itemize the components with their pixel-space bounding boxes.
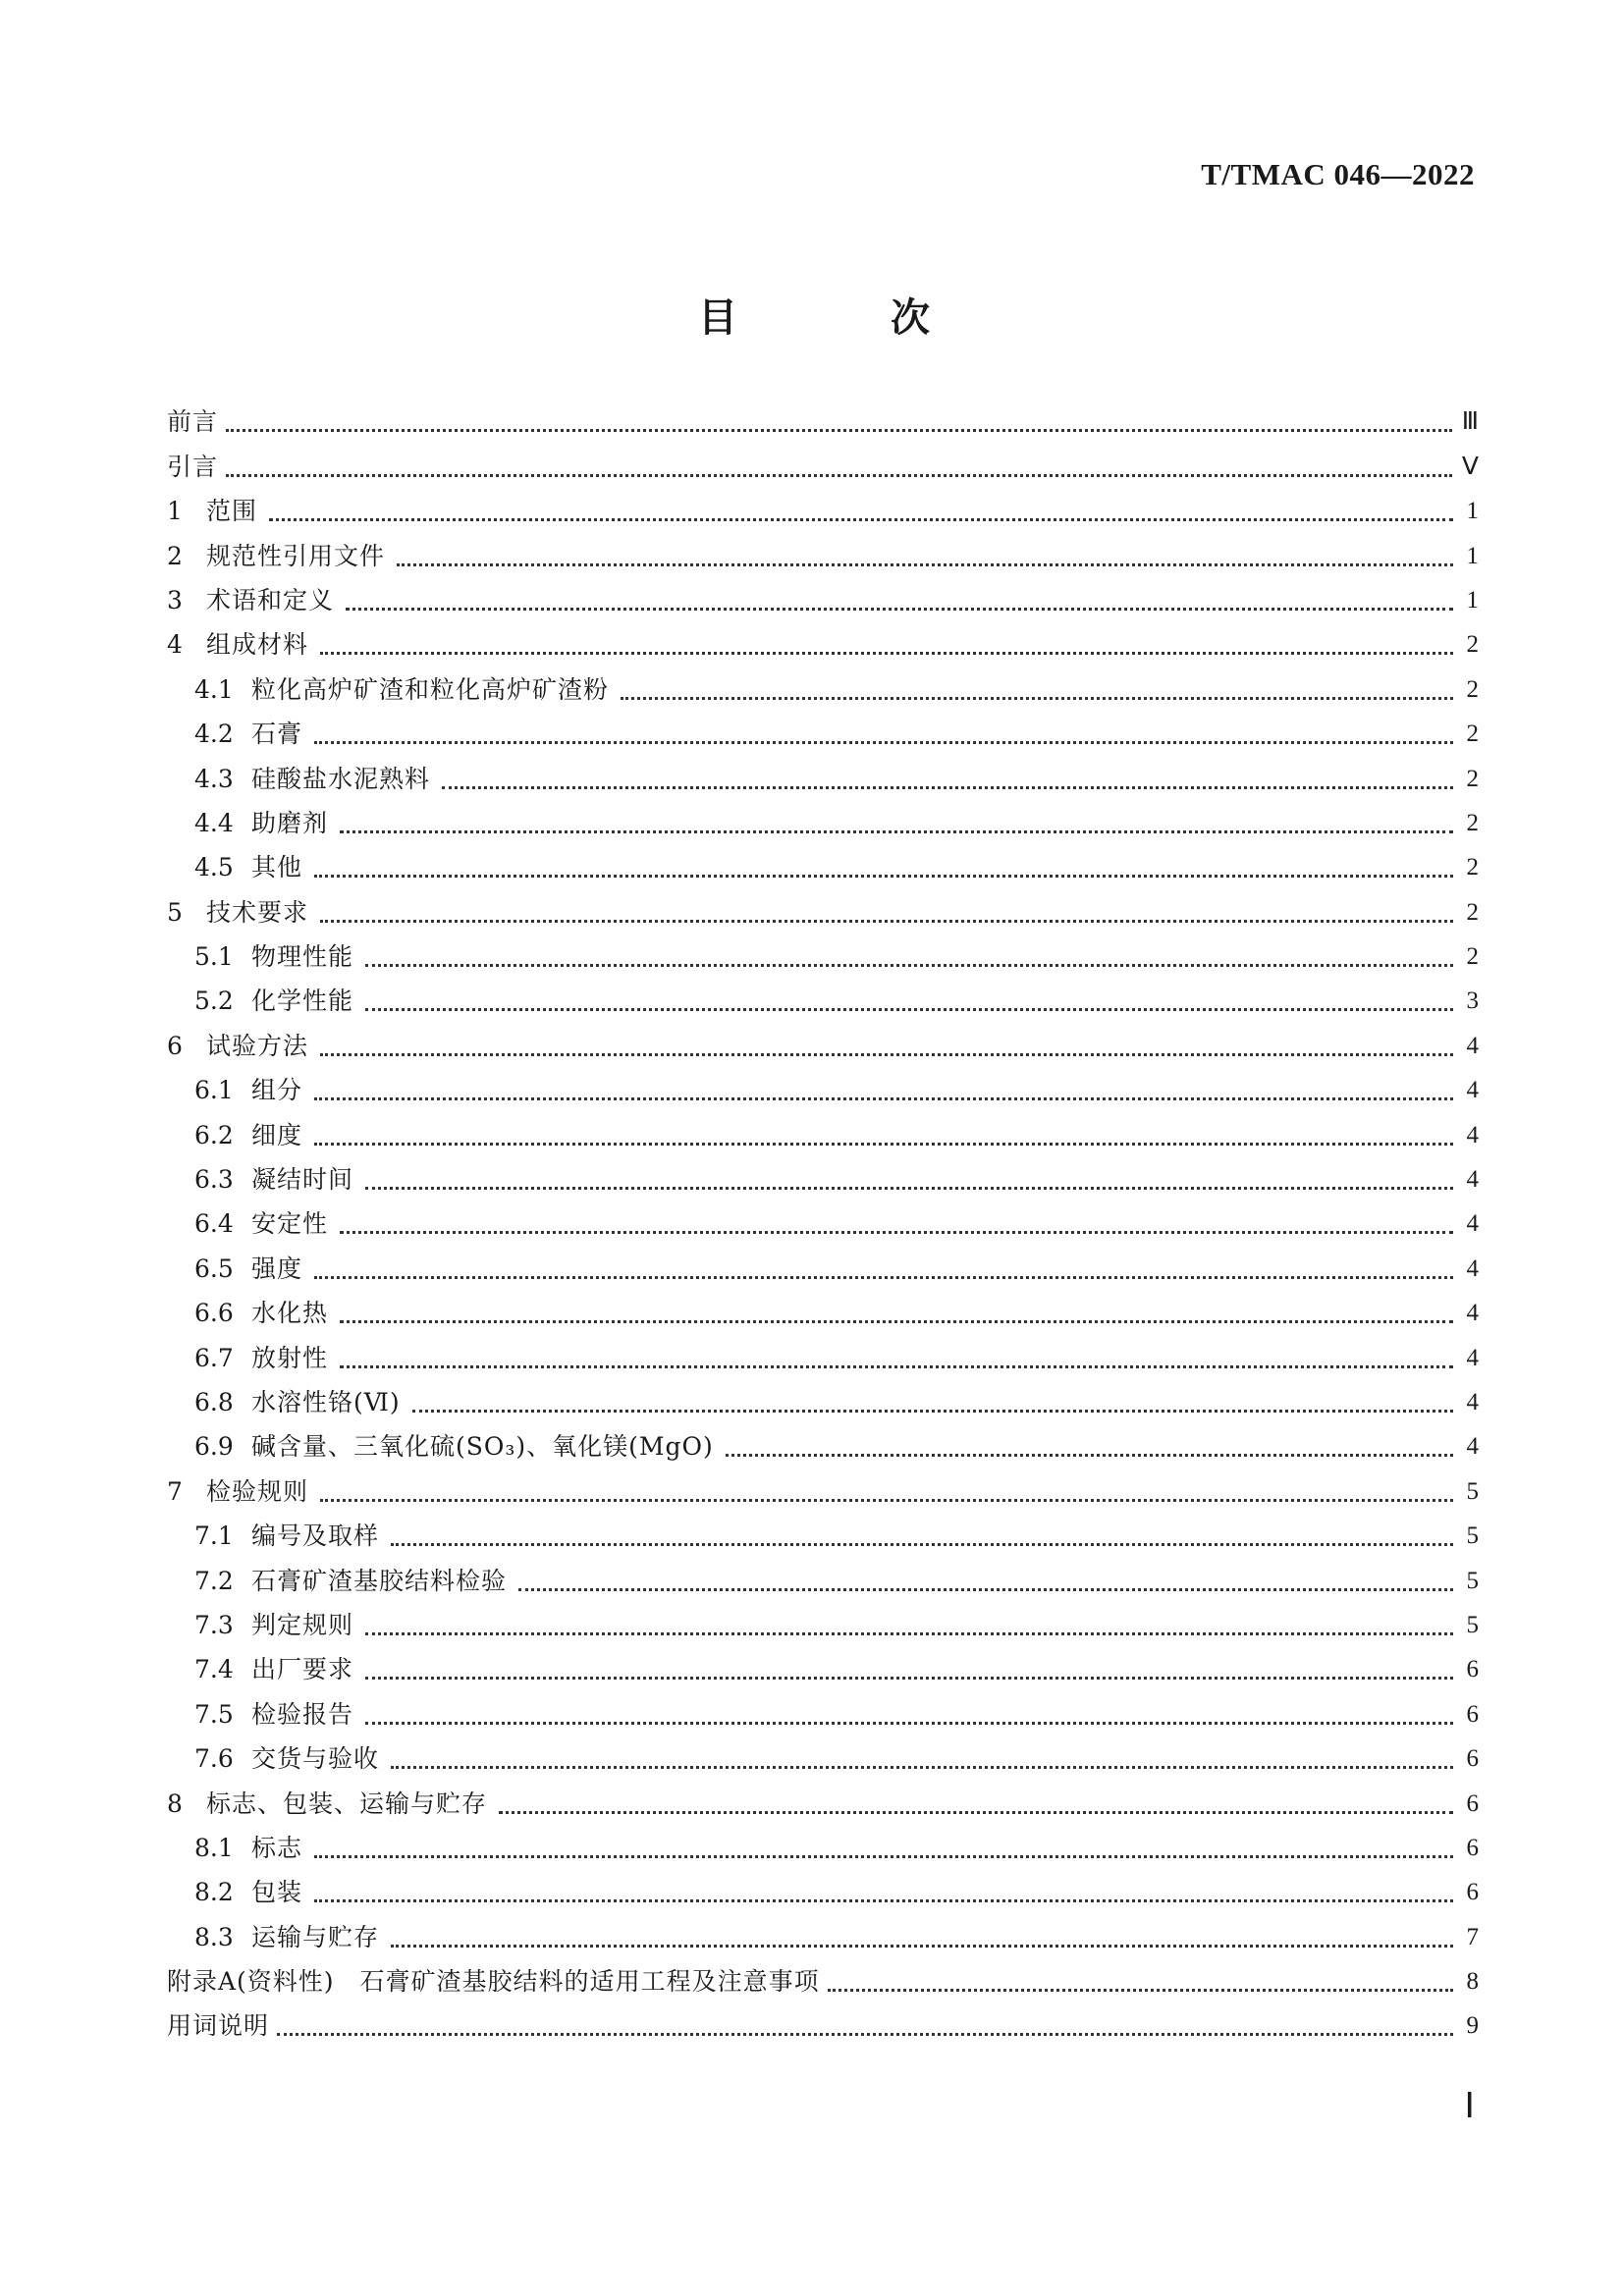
toc-entry[interactable]: [167, 712, 1479, 756]
toc-entry-label: 硅酸盐水泥熟料: [251, 764, 431, 793]
toc-entry[interactable]: [167, 1826, 1479, 1870]
toc-dot-leader: [340, 1319, 1453, 1323]
toc-dot-leader: [726, 1453, 1453, 1457]
toc-entry[interactable]: [167, 1246, 1479, 1290]
toc-entry-label: 引言: [167, 452, 219, 481]
toc-dot-leader: [269, 517, 1453, 521]
toc-entry-number: 4.5: [194, 853, 234, 882]
toc-dot-leader: [226, 473, 1452, 477]
toc-entry-page: 1: [1466, 542, 1479, 569]
toc-dot-leader: [226, 428, 1452, 432]
toc-entry-label: 强度: [251, 1254, 303, 1283]
toc-entry-number: 6.2: [194, 1120, 234, 1149]
toc-entry-label: 水化热: [251, 1299, 329, 1328]
page-number: Ⅰ: [1464, 2086, 1475, 2125]
toc-entry-number: 4.4: [194, 808, 234, 837]
toc-entry-number: 6.7: [194, 1343, 234, 1372]
toc-entry-page: 7: [1466, 1923, 1479, 1950]
toc-entry-page: 5: [1466, 1477, 1479, 1505]
toc-entry-label: 组成材料: [206, 630, 309, 660]
toc-entry-page: 2: [1466, 898, 1479, 926]
toc-entry-number: 2: [167, 541, 183, 570]
toc-dot-leader: [314, 1854, 1453, 1858]
toc-entry-page: 5: [1466, 1567, 1479, 1594]
toc-dot-leader: [320, 651, 1453, 655]
toc-dot-leader: [499, 1810, 1453, 1814]
toc-entry-page: 6: [1466, 1700, 1479, 1728]
toc-entry-label: 助磨剂: [251, 808, 329, 837]
toc-dot-leader: [320, 1498, 1453, 1502]
toc-entry[interactable]: [167, 1157, 1479, 1201]
toc-entry[interactable]: [167, 1112, 1479, 1156]
toc-entry-page: 8: [1466, 1968, 1479, 1996]
toc-dot-leader: [365, 1186, 1453, 1190]
toc-entry-label: 前言: [167, 407, 219, 437]
toc-entry-label: 检验规则: [206, 1476, 309, 1506]
toc-entry[interactable]: [167, 1201, 1479, 1246]
toc-entry-label: 技术要求: [206, 897, 309, 927]
toc-entry-number: 3: [167, 585, 183, 614]
toc-dot-leader: [320, 919, 1453, 923]
toc-entry-label: 检验报告: [251, 1699, 354, 1729]
toc-entry-number: 4.3: [194, 764, 234, 793]
toc-entry-label: 细度: [251, 1120, 303, 1149]
toc-entry-page: Ⅴ: [1461, 453, 1479, 480]
toc-dot-leader: [340, 1364, 1453, 1368]
toc-entry[interactable]: [167, 979, 1479, 1023]
toc-entry-label: 出厂要求: [251, 1655, 354, 1684]
toc-entry[interactable]: [167, 1736, 1479, 1781]
toc-entry[interactable]: [167, 1514, 1479, 1558]
document-code: T/TMAC 046—2022: [1201, 157, 1475, 191]
toc-entry[interactable]: [167, 1468, 1479, 1513]
toc-entry[interactable]: [167, 1558, 1479, 1602]
toc-entry-number: 6: [167, 1031, 183, 1060]
toc-entry[interactable]: [167, 1380, 1479, 1424]
toc-entry[interactable]: [167, 1691, 1479, 1735]
toc-entry-page: Ⅲ: [1461, 408, 1479, 436]
toc-entry-label: 标志: [251, 1833, 303, 1862]
toc-entry-label: 运输与贮存: [251, 1922, 380, 1951]
toc-dot-leader: [314, 1898, 1453, 1902]
toc-entry-number: 7.3: [194, 1610, 234, 1639]
toc-entry[interactable]: [167, 756, 1479, 800]
toc-entry[interactable]: [167, 1424, 1479, 1468]
toc-dot-leader: [277, 2032, 1453, 2036]
toc-entry-label: 编号及取样: [251, 1522, 380, 1551]
toc-entry[interactable]: [167, 400, 1479, 444]
toc-entry-page: 6: [1466, 1879, 1479, 1906]
toc-entry-label: 范围: [206, 497, 258, 526]
toc-entry-label: 规范性引用文件: [206, 541, 386, 570]
toc-entry-label: 组分: [251, 1076, 303, 1105]
toc-dot-leader: [314, 1142, 1453, 1146]
toc-dot-leader: [365, 1721, 1453, 1725]
toc-entry-label: 放射性: [251, 1343, 329, 1372]
toc-entry-label: 水溶性铬(Ⅵ): [251, 1387, 401, 1416]
toc-dot-leader: [365, 1631, 1453, 1635]
toc-entry-number: 4.2: [194, 720, 234, 749]
toc-entry-page: 2: [1466, 675, 1479, 703]
toc-entry-page: 4: [1466, 1433, 1479, 1461]
toc-entry-number: 7.5: [194, 1699, 234, 1729]
toc-entry[interactable]: [167, 1291, 1479, 1335]
toc-entry-label: 安定性: [251, 1209, 329, 1239]
toc-entry-label: 附录A(资料性) 石膏矿渣基胶结料的适用工程及注意事项: [167, 1967, 820, 1997]
toc-dot-leader: [442, 785, 1453, 789]
toc-entry-label: 石膏矿渣基胶结料检验: [251, 1566, 508, 1595]
toc-entry-page: 6: [1466, 1789, 1479, 1817]
toc-dot-leader: [391, 1542, 1453, 1546]
toc-entry[interactable]: [167, 934, 1479, 979]
toc-entry-label: 用词说明: [167, 2011, 270, 2041]
toc-entry-page: 4: [1466, 1210, 1479, 1238]
toc-entry-number: 7.1: [194, 1522, 234, 1551]
toc-entry-label: 交货与验收: [251, 1744, 380, 1774]
toc-entry-number: 6.3: [194, 1165, 234, 1195]
toc-entry-number: 6.9: [194, 1432, 234, 1462]
toc-entry-page: 2: [1466, 631, 1479, 659]
toc-entry-page: 5: [1466, 1611, 1479, 1638]
toc-entry-page: 2: [1466, 721, 1479, 748]
toc-entry-page: 9: [1466, 2012, 1479, 2040]
toc-entry-number: 6.5: [194, 1254, 234, 1283]
toc-entry[interactable]: [167, 1781, 1479, 1825]
toc-entry[interactable]: [167, 578, 1479, 622]
toc-entry-number: 7.6: [194, 1744, 234, 1774]
toc-entry-label: 包装: [251, 1878, 303, 1907]
toc-entry-number: 5: [167, 897, 183, 927]
toc-entry-number: 6.8: [194, 1387, 234, 1416]
toc-dot-leader: [314, 874, 1453, 878]
page-title: 目 次: [698, 295, 987, 341]
toc-dot-leader: [314, 1096, 1453, 1100]
toc-entry-page: 4: [1466, 1300, 1479, 1327]
toc-dot-leader: [346, 607, 1453, 611]
toc-entry-number: 4.1: [194, 674, 234, 704]
toc-entry-label: 物理性能: [251, 942, 354, 972]
toc-entry-page: 2: [1466, 765, 1479, 792]
toc-entry-page: 6: [1466, 1656, 1479, 1683]
toc-entry[interactable]: [167, 1870, 1479, 1914]
toc-entry[interactable]: [167, 1068, 1479, 1112]
toc-entry-number: 5.1: [194, 942, 234, 972]
toc-entry[interactable]: [167, 1603, 1479, 1647]
toc-entry-number: 6.6: [194, 1299, 234, 1328]
toc-entry-number: 4: [167, 630, 183, 660]
toc-entry-page: 4: [1466, 1255, 1479, 1282]
toc-entry-number: 6.1: [194, 1076, 234, 1105]
toc-entry-page: 4: [1466, 1121, 1479, 1148]
toc-entry[interactable]: [167, 2003, 1479, 2048]
toc-entry-label: 粒化高炉矿渣和粒化高炉矿渣粉: [251, 674, 610, 704]
toc-entry-page: 1: [1466, 498, 1479, 525]
toc-dot-leader: [391, 1765, 1453, 1769]
toc-entry[interactable]: [167, 889, 1479, 934]
toc-entry-page: 4: [1466, 1388, 1479, 1415]
toc-entry-page: 6: [1466, 1745, 1479, 1773]
toc-entry-label: 化学性能: [251, 987, 354, 1016]
toc-entry-label: 凝结时间: [251, 1165, 354, 1195]
toc-dot-leader: [365, 1007, 1453, 1011]
toc-entry[interactable]: [167, 1959, 1479, 2003]
toc-entry-number: 1: [167, 497, 183, 526]
toc-entry-label: 术语和定义: [206, 585, 335, 614]
toc-entry-page: 3: [1466, 988, 1479, 1015]
toc-dot-leader: [340, 1230, 1453, 1234]
toc-entry-page: 1: [1466, 586, 1479, 614]
toc-entry-label: 试验方法: [206, 1031, 309, 1060]
toc-entry-label: 标志、包装、运输与贮存: [206, 1789, 488, 1818]
toc-entry-page: 2: [1466, 854, 1479, 881]
toc-dot-leader: [391, 1944, 1453, 1948]
toc-entry[interactable]: [167, 667, 1479, 711]
toc-entry-page: 5: [1466, 1522, 1479, 1550]
toc-entry-page: 2: [1466, 809, 1479, 836]
toc-entry-number: 8.1: [194, 1833, 234, 1862]
toc-entry[interactable]: [167, 801, 1479, 845]
toc-entry-label: 碱含量、三氧化硫(SO₃)、氧化镁(MgO): [251, 1432, 714, 1462]
toc-entry-label: 石膏: [251, 720, 303, 749]
toc-entry-number: 7: [167, 1476, 183, 1506]
toc-entry-number: 6.4: [194, 1209, 234, 1239]
toc-dot-leader: [828, 1988, 1453, 1992]
toc-entry-page: 4: [1466, 1032, 1479, 1059]
toc-dot-leader: [314, 740, 1453, 744]
toc-dot-leader: [412, 1409, 1453, 1413]
toc-entry[interactable]: [167, 1023, 1479, 1067]
toc-entry[interactable]: [167, 622, 1479, 667]
toc-dot-leader: [314, 1275, 1453, 1279]
toc-entry[interactable]: [167, 1647, 1479, 1691]
table-of-contents: [167, 400, 1479, 2048]
toc-entry-number: 8.2: [194, 1878, 234, 1907]
toc-entry-number: 8.3: [194, 1922, 234, 1951]
toc-entry[interactable]: [167, 489, 1479, 533]
toc-entry-label: 其他: [251, 853, 303, 882]
toc-dot-leader: [340, 829, 1453, 833]
toc-entry[interactable]: [167, 1335, 1479, 1379]
toc-entry-number: 5.2: [194, 987, 234, 1016]
toc-entry-number: 7.2: [194, 1566, 234, 1595]
toc-entry-page: 4: [1466, 1077, 1479, 1104]
toc-entry-number: 8: [167, 1789, 183, 1818]
toc-entry[interactable]: [167, 845, 1479, 889]
toc-dot-leader: [320, 1052, 1453, 1056]
toc-dot-leader: [365, 1676, 1453, 1680]
toc-entry-page: 2: [1466, 943, 1479, 971]
toc-entry[interactable]: [167, 533, 1479, 577]
toc-dot-leader: [397, 562, 1453, 566]
toc-entry-page: 4: [1466, 1344, 1479, 1371]
toc-dot-leader: [518, 1587, 1453, 1591]
toc-dot-leader: [365, 963, 1453, 967]
toc-entry-label: 判定规则: [251, 1610, 354, 1639]
toc-dot-leader: [621, 696, 1453, 700]
toc-entry[interactable]: [167, 1914, 1479, 1958]
toc-entry-page: 4: [1466, 1166, 1479, 1194]
toc-entry-number: 7.4: [194, 1655, 234, 1684]
toc-entry[interactable]: [167, 444, 1479, 488]
toc-entry-page: 6: [1466, 1834, 1479, 1861]
